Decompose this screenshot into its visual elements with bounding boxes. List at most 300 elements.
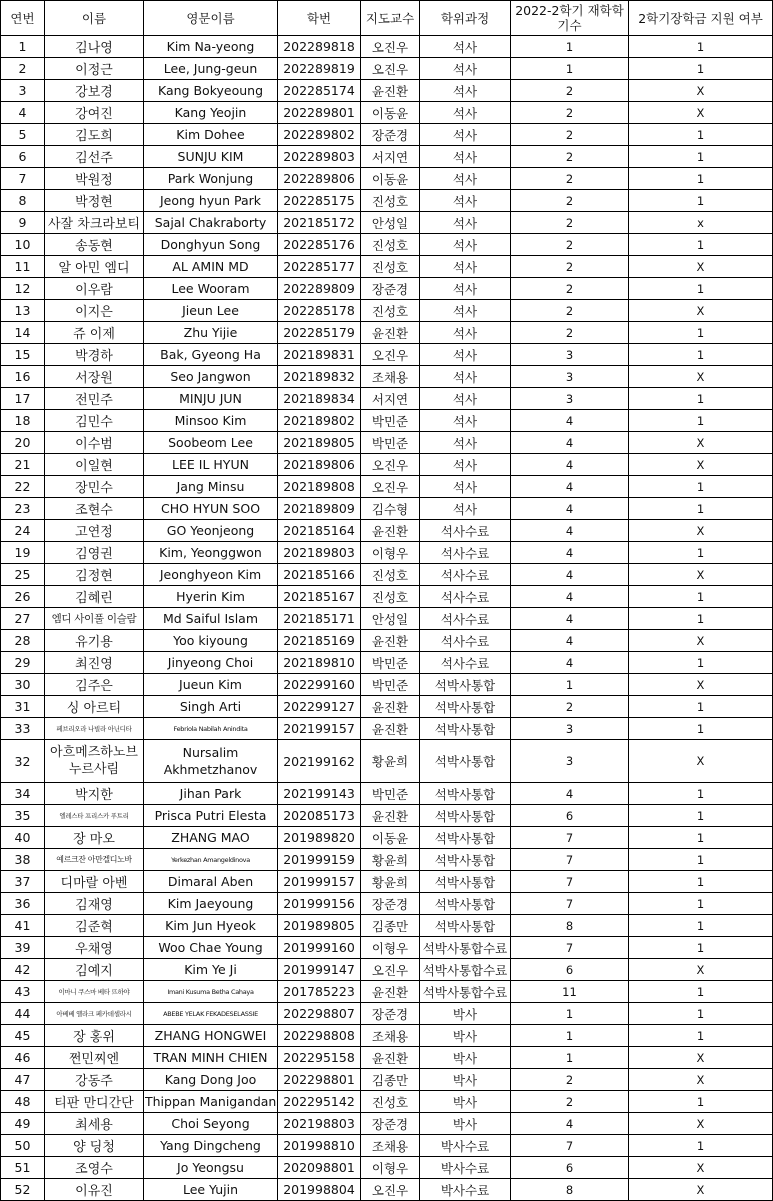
serial-number-cell: 22 [1,476,45,498]
table-row [1,1091,773,1113]
degree-program-cell: 석박사통합 [420,893,511,915]
scholarship-cell: 1 [629,410,773,432]
semesters-cell: 2 [511,234,629,256]
semesters-cell: 4 [511,608,629,630]
degree-program-cell: 석사 [420,476,511,498]
degree-program-cell: 석박사통합 [420,827,511,849]
scholarship-cell: X [629,674,773,696]
table-row [1,1179,773,1201]
korean-name-cell: 유기용 [45,630,144,652]
table-row [1,1047,773,1069]
scholarship-cell: X [629,520,773,542]
serial-number-cell: 18 [1,410,45,432]
student-id-cell: 202185166 [278,564,361,586]
degree-program-cell: 석사 [420,212,511,234]
korean-name-cell: 티판 만디간단 [45,1091,144,1113]
semesters-cell: 2 [511,322,629,344]
degree-program-cell: 박사 [420,1047,511,1069]
scholarship-cell: X [629,1047,773,1069]
korean-name-cell: 사잘 차크라보티 [45,212,144,234]
scholarship-cell: 1 [629,981,773,1003]
degree-program-cell: 박사수료 [420,1157,511,1179]
semesters-cell: 4 [511,498,629,520]
serial-number-cell: 51 [1,1157,45,1179]
korean-name-cell: 우채영 [45,937,144,959]
semesters-cell: 4 [511,410,629,432]
serial-number-cell: 49 [1,1113,45,1135]
degree-program-cell: 석사 [420,454,511,476]
student-id-cell: 201999156 [278,893,361,915]
serial-number-cell: 3 [1,80,45,102]
semesters-cell: 4 [511,454,629,476]
degree-program-cell: 석사수료 [420,608,511,630]
english-name-cell: ABEBE YELAK FEKADESELASSIE [144,1003,278,1025]
advisor-cell: 이형우 [361,542,420,564]
student-id-cell: 202295142 [278,1091,361,1113]
english-name-cell: Kang Bokyeoung [144,80,278,102]
korean-name-cell: 강여진 [45,102,144,124]
student-id-cell: 201989820 [278,827,361,849]
semesters-cell: 6 [511,805,629,827]
student-id-cell: 202185164 [278,520,361,542]
serial-number-cell: 47 [1,1069,45,1091]
scholarship-cell: X [629,300,773,322]
advisor-cell: 오진우 [361,476,420,498]
scholarship-cell: 1 [629,168,773,190]
degree-program-cell: 석사수료 [420,630,511,652]
table-row [1,1157,773,1179]
scholarship-cell: 1 [629,498,773,520]
student-id-cell: 202185171 [278,608,361,630]
degree-program-cell: 석사 [420,256,511,278]
table-row [1,630,773,652]
serial-number-cell: 14 [1,322,45,344]
english-name-cell: Kim, Yeonggwon [144,542,278,564]
korean-name-cell: 송동현 [45,234,144,256]
student-id-cell: 201999160 [278,937,361,959]
semesters-cell: 4 [511,586,629,608]
scholarship-cell: X [629,959,773,981]
scholarship-cell: 1 [629,388,773,410]
serial-number-cell: 25 [1,564,45,586]
student-id-cell: 202189806 [278,454,361,476]
table-row [1,827,773,849]
table-row [1,871,773,893]
korean-name-cell: 김재영 [45,893,144,915]
advisor-cell: 장준경 [361,124,420,146]
student-id-cell: 202285174 [278,80,361,102]
table-row [1,1113,773,1135]
semesters-cell: 7 [511,849,629,871]
student-id-cell: 202285175 [278,190,361,212]
english-name-cell: Nursalim Akhmetzhanov [144,740,278,783]
serial-number-cell: 24 [1,520,45,542]
advisor-cell: 진성호 [361,256,420,278]
english-name-cell: Lee Yujin [144,1179,278,1201]
scholarship-cell: 1 [629,344,773,366]
advisor-cell: 진성호 [361,564,420,586]
scholarship-cell: 1 [629,652,773,674]
semesters-cell: 8 [511,1179,629,1201]
table-row [1,849,773,871]
degree-program-cell: 박사 [420,1113,511,1135]
serial-number-cell: 15 [1,344,45,366]
advisor-cell: 오진우 [361,959,420,981]
advisor-cell: 오진우 [361,36,420,58]
korean-name-cell: 페브리오라 나빌라 아닌디타 [45,718,144,740]
serial-number-cell: 42 [1,959,45,981]
table-row [1,805,773,827]
english-name-cell: ZHANG HONGWEI [144,1025,278,1047]
advisor-cell: 황윤희 [361,871,420,893]
advisor-cell: 오진우 [361,454,420,476]
english-name-cell: Zhu Yijie [144,322,278,344]
semesters-cell: 7 [511,1135,629,1157]
english-name-cell: LEE IL HYUN [144,454,278,476]
korean-name-cell: 전민주 [45,388,144,410]
header-english-name: 영문이름 [144,1,278,36]
advisor-cell: 장준경 [361,1113,420,1135]
table-row [1,1069,773,1091]
korean-name-cell: 김예지 [45,959,144,981]
table-row [1,783,773,805]
english-name-cell: Jieun Lee [144,300,278,322]
semesters-cell: 6 [511,959,629,981]
degree-program-cell: 석사 [420,80,511,102]
semesters-cell: 2 [511,146,629,168]
korean-name-cell: 강동주 [45,1069,144,1091]
scholarship-cell: 1 [629,805,773,827]
scholarship-cell: X [629,454,773,476]
serial-number-cell: 7 [1,168,45,190]
semesters-cell: 7 [511,937,629,959]
student-id-cell: 202189802 [278,410,361,432]
student-id-cell: 202198803 [278,1113,361,1135]
english-name-cell: Hyerin Kim [144,586,278,608]
semesters-cell: 2 [511,80,629,102]
table-row [1,915,773,937]
degree-program-cell: 석박사통합 [420,849,511,871]
serial-number-cell: 45 [1,1025,45,1047]
semesters-cell: 1 [511,1047,629,1069]
english-name-cell: TRAN MINH CHIEN [144,1047,278,1069]
korean-name-cell: 김나영 [45,36,144,58]
advisor-cell: 진성호 [361,190,420,212]
table-row [1,696,773,718]
degree-program-cell: 석사수료 [420,564,511,586]
student-id-cell: 202189831 [278,344,361,366]
semesters-cell: 2 [511,256,629,278]
advisor-cell: 김종만 [361,1069,420,1091]
semesters-cell: 4 [511,652,629,674]
serial-number-cell: 43 [1,981,45,1003]
scholarship-cell: 1 [629,893,773,915]
semesters-cell: 2 [511,168,629,190]
english-name-cell: Kang Dong Joo [144,1069,278,1091]
degree-program-cell: 석박사통합 [420,718,511,740]
semesters-cell: 3 [511,388,629,410]
degree-program-cell: 석박사통합 [420,915,511,937]
table-row [1,586,773,608]
degree-program-cell: 박사 [420,1091,511,1113]
korean-name-cell: 이수범 [45,432,144,454]
serial-number-cell: 8 [1,190,45,212]
degree-program-cell: 석사수료 [420,542,511,564]
korean-name-cell: 양 딩청 [45,1135,144,1157]
table-row [1,124,773,146]
semesters-cell: 4 [511,564,629,586]
semesters-cell: 4 [511,1113,629,1135]
advisor-cell: 윤진환 [361,1047,420,1069]
english-name-cell: Donghyun Song [144,234,278,256]
semesters-cell: 4 [511,542,629,564]
semesters-cell: 7 [511,871,629,893]
korean-name-cell: 최진영 [45,652,144,674]
semesters-cell: 2 [511,278,629,300]
student-id-cell: 202189832 [278,366,361,388]
header-serial-number: 연번 [1,1,45,36]
korean-name-cell: 알 아민 엠디 [45,256,144,278]
table-row [1,893,773,915]
scholarship-cell: 1 [629,696,773,718]
english-name-cell: Jihan Park [144,783,278,805]
english-name-cell: Singh Arti [144,696,278,718]
english-name-cell: Yoo kiyoung [144,630,278,652]
header-scholarship-support: 2학기장학금 지원 여부 [629,1,773,36]
korean-name-cell: 최세용 [45,1113,144,1135]
table-row [1,300,773,322]
advisor-cell: 오진우 [361,1179,420,1201]
advisor-cell: 장준경 [361,278,420,300]
english-name-cell: MINJU JUN [144,388,278,410]
student-id-cell: 202189808 [278,476,361,498]
serial-number-cell: 21 [1,454,45,476]
student-id-cell: 202085173 [278,805,361,827]
degree-program-cell: 석사 [420,168,511,190]
advisor-cell: 박민준 [361,410,420,432]
degree-program-cell: 석사 [420,190,511,212]
student-id-cell: 201998804 [278,1179,361,1201]
student-id-cell: 201999157 [278,871,361,893]
serial-number-cell: 38 [1,849,45,871]
degree-program-cell: 박사수료 [420,1179,511,1201]
table-row [1,740,773,783]
korean-name-cell: 김정현 [45,564,144,586]
degree-program-cell: 석사 [420,498,511,520]
student-id-cell: 201999147 [278,959,361,981]
semesters-cell: 11 [511,981,629,1003]
advisor-cell: 이동윤 [361,102,420,124]
english-name-cell: Park Wonjung [144,168,278,190]
serial-number-cell: 52 [1,1179,45,1201]
english-name-cell: Kim Dohee [144,124,278,146]
advisor-cell: 김종만 [361,915,420,937]
serial-number-cell: 48 [1,1091,45,1113]
student-id-cell: 202298807 [278,1003,361,1025]
english-name-cell: SUNJU KIM [144,146,278,168]
student-id-cell: 202289806 [278,168,361,190]
english-name-cell: Seo Jangwon [144,366,278,388]
advisor-cell: 이동윤 [361,827,420,849]
advisor-cell: 윤진환 [361,981,420,1003]
advisor-cell: 윤진환 [361,630,420,652]
semesters-cell: 7 [511,893,629,915]
scholarship-cell: 1 [629,1091,773,1113]
degree-program-cell: 석사수료 [420,586,511,608]
table-row [1,674,773,696]
table-row [1,1003,773,1025]
serial-number-cell: 10 [1,234,45,256]
semesters-cell: 6 [511,1157,629,1179]
degree-program-cell: 석박사통합 [420,696,511,718]
semesters-cell: 1 [511,674,629,696]
degree-program-cell: 석사 [420,146,511,168]
scholarship-cell: 1 [629,937,773,959]
advisor-cell: 조채용 [361,1135,420,1157]
english-name-cell: Woo Chae Young [144,937,278,959]
english-name-cell: Sajal Chakraborty [144,212,278,234]
korean-name-cell: 김주은 [45,674,144,696]
semesters-cell: 3 [511,344,629,366]
korean-name-cell: 김영권 [45,542,144,564]
student-id-cell: 202189809 [278,498,361,520]
table-row [1,476,773,498]
student-id-cell: 202299127 [278,696,361,718]
advisor-cell: 진성호 [361,1091,420,1113]
scholarship-cell: 1 [629,190,773,212]
serial-number-cell: 40 [1,827,45,849]
degree-program-cell: 석박사통합 [420,805,511,827]
scholarship-cell: X [629,1069,773,1091]
degree-program-cell: 박사수료 [420,1135,511,1157]
degree-program-cell: 석박사통합 [420,674,511,696]
english-name-cell: Jang Minsu [144,476,278,498]
degree-program-cell: 석사 [420,58,511,80]
advisor-cell: 이형우 [361,937,420,959]
degree-program-cell: 석사 [420,278,511,300]
advisor-cell: 박민준 [361,674,420,696]
table-row [1,366,773,388]
korean-name-cell: 김준혁 [45,915,144,937]
english-name-cell: Kim Ye Ji [144,959,278,981]
student-id-cell: 202199162 [278,740,361,783]
semesters-cell: 1 [511,1025,629,1047]
scholarship-cell: 1 [629,476,773,498]
student-id-cell: 201785223 [278,981,361,1003]
degree-program-cell: 석박사통합수료 [420,959,511,981]
student-id-cell: 201999159 [278,849,361,871]
serial-number-cell: 50 [1,1135,45,1157]
korean-name-cell: 이일현 [45,454,144,476]
advisor-cell: 장준경 [361,893,420,915]
table-row [1,608,773,630]
semesters-cell: 3 [511,718,629,740]
advisor-cell: 장준경 [361,1003,420,1025]
table-row [1,256,773,278]
advisor-cell: 황윤희 [361,740,420,783]
english-name-cell: Jeong hyun Park [144,190,278,212]
table-header [1,1,773,36]
degree-program-cell: 석사 [420,234,511,256]
scholarship-cell: 1 [629,146,773,168]
header-student-id: 학번 [278,1,361,36]
english-name-cell: Kim Jun Hyeok [144,915,278,937]
scholarship-cell: 1 [629,278,773,300]
scholarship-cell: 1 [629,322,773,344]
scholarship-cell: x [629,212,773,234]
english-name-cell: Jueun Kim [144,674,278,696]
english-name-cell: Minsoo Kim [144,410,278,432]
table-row [1,498,773,520]
advisor-cell: 조채용 [361,366,420,388]
scholarship-cell: 1 [629,783,773,805]
degree-program-cell: 석사 [420,102,511,124]
korean-name-cell: 이마니 쿠스마 베타 뜨하야 [45,981,144,1003]
degree-program-cell: 석사 [420,300,511,322]
english-name-cell: Kang Yeojin [144,102,278,124]
scholarship-cell: X [629,80,773,102]
serial-number-cell: 34 [1,783,45,805]
student-id-cell: 202189834 [278,388,361,410]
advisor-cell: 윤진환 [361,696,420,718]
student-id-cell: 202185172 [278,212,361,234]
serial-number-cell: 4 [1,102,45,124]
header-degree-program: 학위과정 [420,1,511,36]
scholarship-cell: 1 [629,608,773,630]
table-row [1,322,773,344]
degree-program-cell: 박사 [420,1025,511,1047]
serial-number-cell: 19 [1,542,45,564]
scholarship-cell: 1 [629,542,773,564]
degree-program-cell: 석사 [420,322,511,344]
semesters-cell: 2 [511,696,629,718]
student-id-cell: 202289802 [278,124,361,146]
table-row [1,718,773,740]
serial-number-cell: 17 [1,388,45,410]
scholarship-cell: 1 [629,58,773,80]
english-name-cell: Kim Jaeyoung [144,893,278,915]
serial-number-cell: 46 [1,1047,45,1069]
english-name-cell: Febriola Nabilah Anindita [144,718,278,740]
degree-program-cell: 석사 [420,36,511,58]
english-name-cell: Imani Kusuma Betha Cahaya [144,981,278,1003]
serial-number-cell: 26 [1,586,45,608]
student-id-cell: 202285177 [278,256,361,278]
table-row [1,564,773,586]
semesters-cell: 1 [511,58,629,80]
semesters-cell: 2 [511,1091,629,1113]
scholarship-cell: X [629,740,773,783]
student-id-cell: 202285176 [278,234,361,256]
advisor-cell: 윤진환 [361,520,420,542]
degree-program-cell: 석사 [420,344,511,366]
student-id-cell: 202298808 [278,1025,361,1047]
english-name-cell: Choi Seyong [144,1113,278,1135]
scholarship-cell: 1 [629,234,773,256]
english-name-cell: Lee Wooram [144,278,278,300]
serial-number-cell: 1 [1,36,45,58]
scholarship-cell: X [629,256,773,278]
korean-name-cell: 조영수 [45,1157,144,1179]
advisor-cell: 윤진환 [361,322,420,344]
table-row [1,234,773,256]
serial-number-cell: 16 [1,366,45,388]
table-body [1,36,773,1201]
semesters-cell: 2 [511,300,629,322]
degree-program-cell: 박사 [420,1069,511,1091]
serial-number-cell: 30 [1,674,45,696]
serial-number-cell: 20 [1,432,45,454]
